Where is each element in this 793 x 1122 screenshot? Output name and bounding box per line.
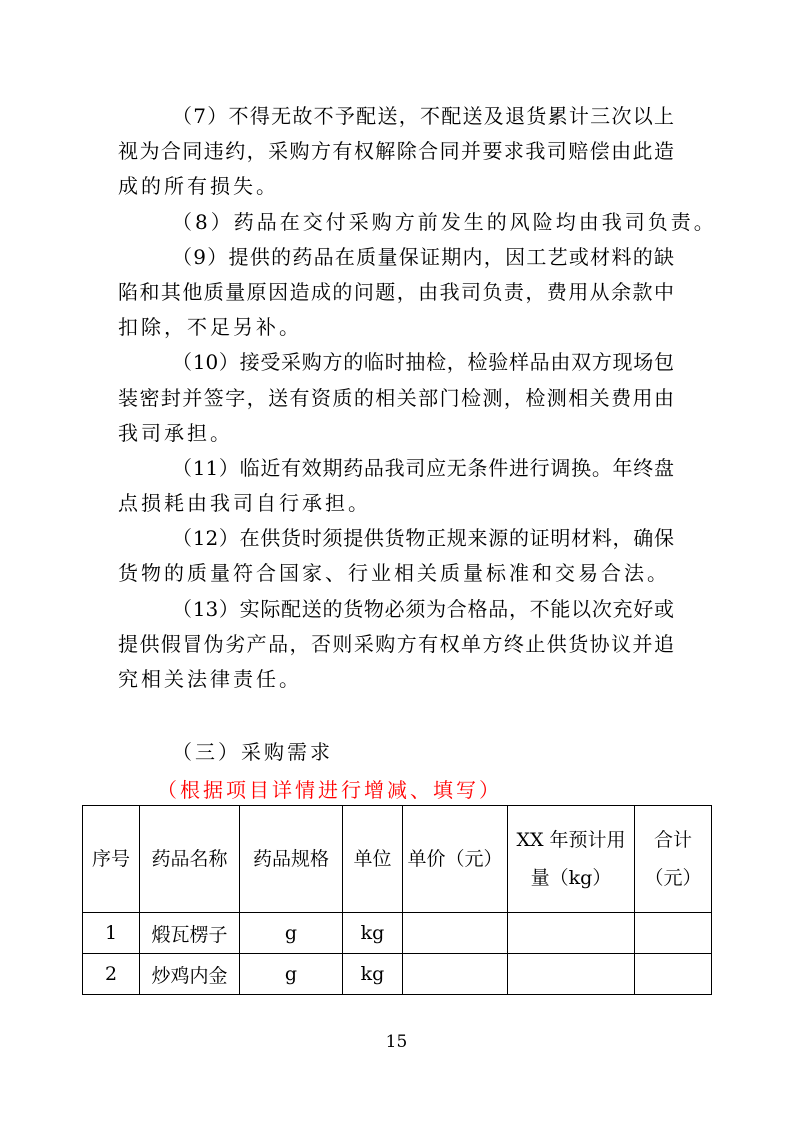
header-index: 序号: [83, 806, 140, 913]
procurement-table: [82, 805, 712, 995]
cell: [635, 954, 712, 995]
header-annual-quantity: [508, 806, 635, 913]
paragraph-line: 提供假冒伪劣产品，否则采购方有权单方终止供货协议并追: [118, 631, 674, 656]
header-text: 合计: [653, 829, 692, 851]
paragraph-line: 视为合同违约，采购方有权解除合同并要求我司赔偿由此造: [118, 139, 674, 164]
cell: 煅瓦楞子: [140, 913, 240, 954]
cell: [508, 954, 635, 995]
contract-terms: [118, 99, 717, 697]
cell: [508, 913, 635, 954]
header-text: XX 年预计用: [516, 829, 626, 851]
table-row: [83, 913, 712, 954]
header-drug-name: 药品名称: [140, 806, 240, 913]
section-heading: （三）采购需求: [172, 740, 333, 764]
header-total: [635, 806, 712, 913]
paragraph-line: （11）临近有效期药品我司应无条件进行调换。年终盘: [172, 455, 674, 480]
paragraph-line: 我司承担。: [118, 420, 233, 445]
cell: [403, 913, 508, 954]
cell: [635, 913, 712, 954]
cell: 2: [83, 954, 140, 995]
header-spec: 药品规格: [240, 806, 343, 913]
cell: 炒鸡内金: [140, 954, 240, 995]
paragraph-line: 究相关法律责任。: [118, 667, 302, 691]
header-text: （元）: [644, 867, 702, 889]
page-number: 15: [385, 1032, 408, 1052]
cell: kg: [343, 913, 403, 954]
cell: 1: [83, 913, 140, 954]
paragraph-line: （12）在供货时须提供货物正规来源的证明材料，确保: [172, 526, 674, 551]
paragraph-line: 点损耗由我司自行承担。: [118, 491, 371, 516]
instruction-note: （根据项目详情进行增减、填写）: [157, 778, 502, 802]
table-row: [83, 954, 712, 995]
paragraph-line: 扣除，不足另补。: [118, 315, 302, 340]
paragraph-line: 陷和其他质量原因造成的问题，由我司负责，费用从余款中: [118, 279, 674, 304]
cell: g: [240, 913, 343, 954]
cell: [403, 954, 508, 995]
paragraph-line: 货物的质量符合国家、行业相关质量标准和交易合法。: [118, 561, 670, 586]
paragraph-line: （13）实际配送的货物必须为合格品，不能以次充好或: [172, 596, 674, 621]
header-text: 量（kg）: [530, 867, 612, 889]
cell: kg: [343, 954, 403, 995]
header-unit: 单位: [343, 806, 403, 913]
paragraph-line: （10）接受采购方的临时抽检，检验样品由双方现场包: [172, 350, 674, 375]
paragraph-line: （8）药品在交付采购方前发生的风险均由我司负责。: [172, 209, 717, 234]
cell: g: [240, 954, 343, 995]
paragraph-line: （9）提供的药品在质量保证期内，因工艺或材料的缺: [172, 244, 674, 269]
paragraph-line: （7）不得无故不予配送，不配送及退货累计三次以上: [172, 104, 674, 128]
paragraph-line: 成的所有损失。: [118, 174, 279, 199]
header-unit-price: 单价（元）: [403, 806, 508, 913]
table-header-row: [83, 806, 712, 913]
paragraph-line: 装密封并签字，送有资质的相关部门检测，检测相关费用由: [118, 385, 674, 410]
